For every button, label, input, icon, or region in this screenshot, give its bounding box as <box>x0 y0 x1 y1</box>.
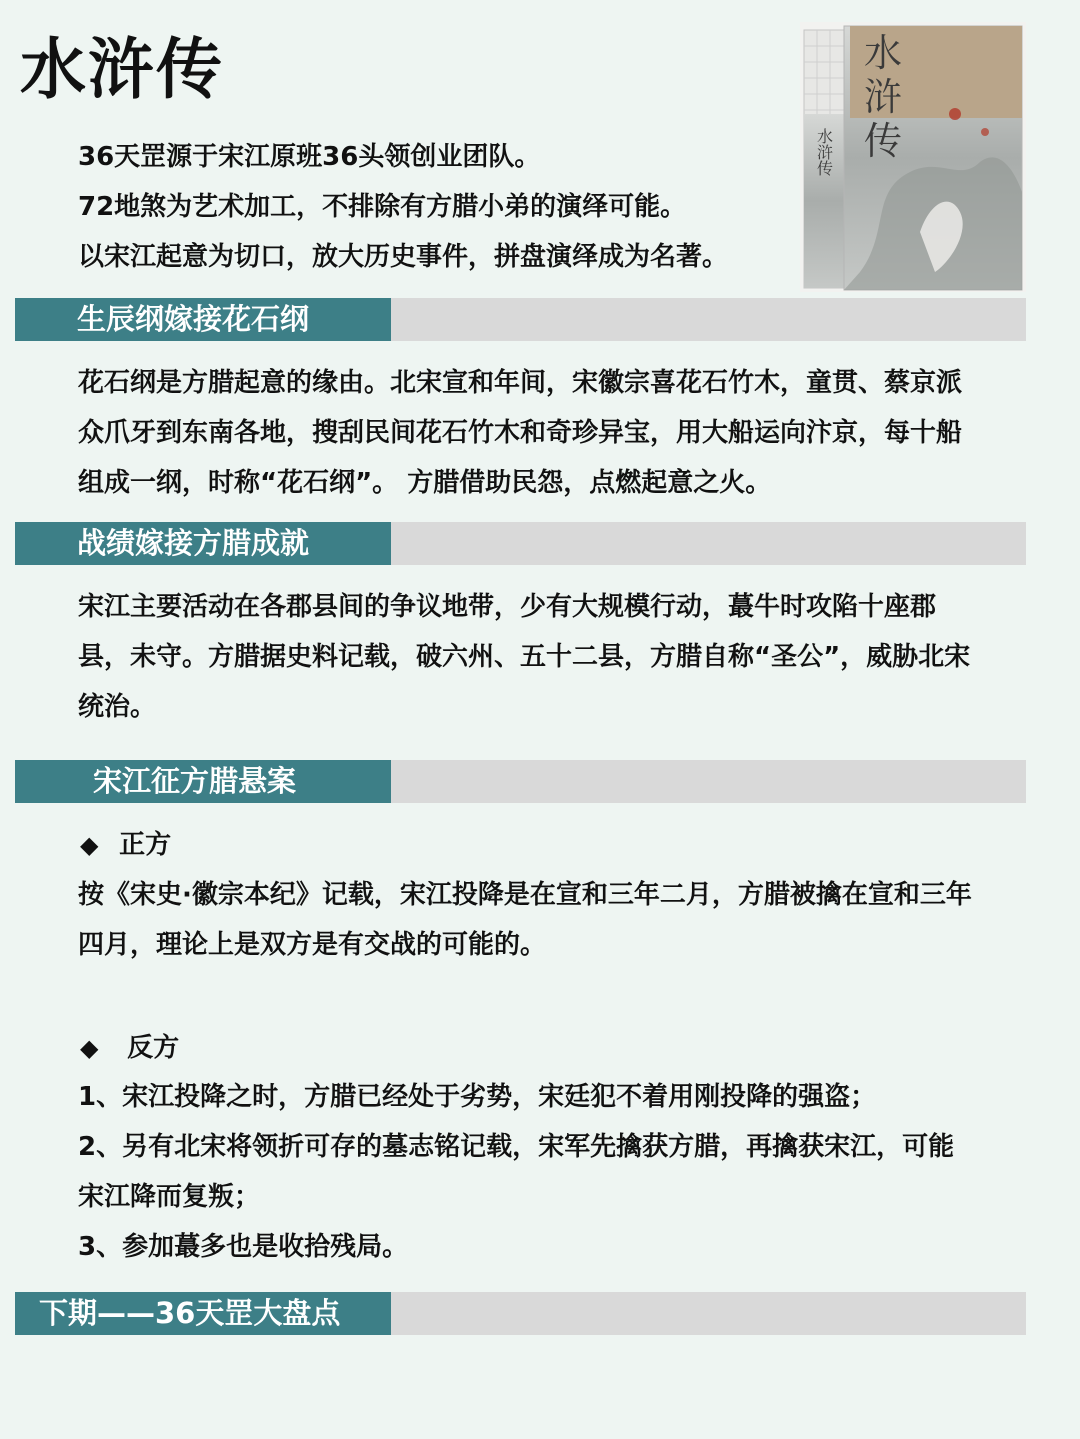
cover-title-char-1: 水 <box>864 31 903 75</box>
section-heading: 下期——36天罡大盘点 <box>15 1292 391 1335</box>
section-bar-3 <box>15 760 1026 803</box>
diamond-bullet-icon: ◆ <box>80 1034 99 1062</box>
section-body: 花石纲是方腊起意的缘由。北宋宣和年间，宋徽宗喜花石竹木，童贯、蔡京派众爪牙到东南各地，搜刮民间花石竹木和奇珍异宝，用大船运向汴京，每十船组成一纲，时称“花石纲”。 方腊借助民怨，点燃起意之火。 <box>78 368 963 498</box>
con-subheading <box>80 1028 179 1068</box>
intro-line: 以宋江起意为切口，放大历史事件，拼盘演绎成为名著。 <box>78 242 729 272</box>
section-heading: 生辰纲嫁接花石纲 <box>15 298 391 341</box>
list-item: 1、宋江投降之时，方腊已经处于劣势，宋廷犯不着用刚投降的强盗； <box>78 1082 877 1112</box>
cover-title-char-2: 浒 <box>864 75 903 119</box>
section-heading: 战绩嫁接方腊成就 <box>15 522 391 565</box>
section-bar-1 <box>15 298 1026 341</box>
cover-title-char-3: 传 <box>864 119 903 163</box>
intro-line: 36天罡源于宋江原班36头领创业团队。 <box>78 142 541 172</box>
diamond-bullet-icon: ◆ <box>80 831 99 859</box>
pro-subheading <box>80 825 171 865</box>
section-body: 宋江主要活动在各郡县间的争议地带，少有大规模行动，蕞牛时攻陷十座郡县，未守。方腊据史料记载，破六州、五十二县，方腊自称“圣公”，威胁北宋统治。 <box>78 592 971 722</box>
page-title: 水浒传 <box>20 31 224 108</box>
con-list <box>78 1072 978 1272</box>
pro-body: 按《宋史·徽宗本纪》记载，宋江投降是在宣和三年二月，方腊被擒在宣和三年四月，理论上是双方是有交战的可能的。 <box>78 880 972 960</box>
list-item: 3、参加蕞多也是收拾残局。 <box>78 1232 409 1262</box>
intro-line: 72地煞为艺术加工，不排除有方腊小弟的演绎可能。 <box>78 192 687 222</box>
section-heading: 宋江征方腊悬案 <box>15 760 391 803</box>
section-bar-2 <box>15 522 1026 565</box>
intro-block <box>78 132 778 282</box>
con-label: 反方 <box>127 1033 180 1063</box>
book-cover-image <box>800 22 1026 292</box>
cover-spine-title: 水浒传 <box>814 128 834 176</box>
section-bar-4 <box>15 1292 1026 1335</box>
pro-label: 正方 <box>119 830 172 860</box>
list-item: 2、另有北宋将领折可存的墓志铭记载，宋军先擒获方腊，再擒获宋江，可能宋江降而复叛； <box>78 1132 955 1212</box>
